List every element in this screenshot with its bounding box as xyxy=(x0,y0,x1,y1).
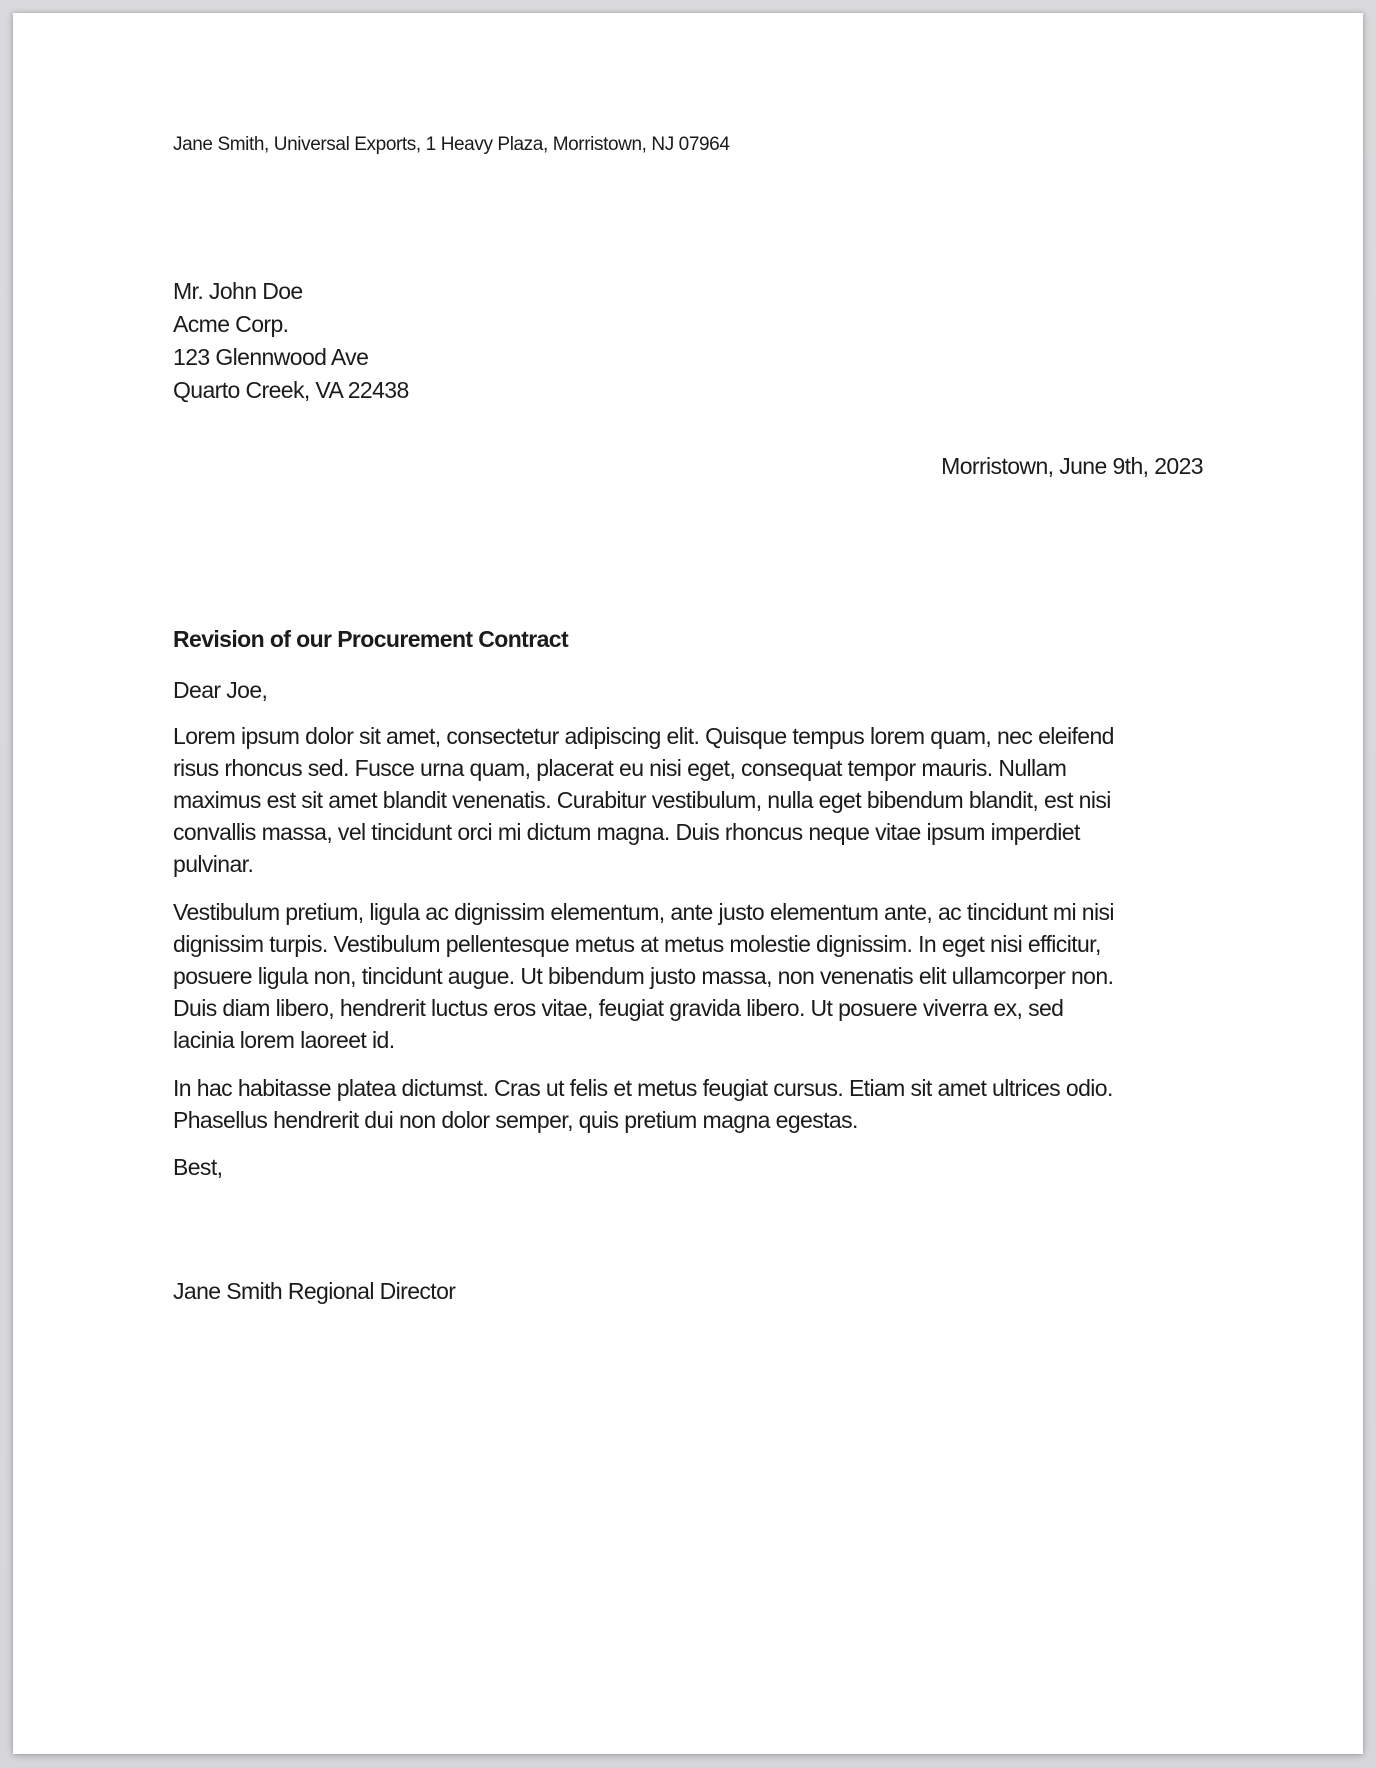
text-line: Mr. John Doe xyxy=(173,278,303,304)
text-line: dignissim turpis. Vestibulum pellentesque metus at metus molestie dignissim. In eget nisi efficitur, xyxy=(173,931,1101,957)
body-paragraph xyxy=(173,720,1203,880)
text-line: 123 Glennwood Ave xyxy=(173,344,369,370)
text-line: Acme Corp. xyxy=(173,311,289,337)
text-line: maximus est sit amet blandit venenatis. Curabitur vestibulum, nulla eget bibendum blandit, est nisi xyxy=(173,787,1111,813)
body-paragraph xyxy=(173,1072,1203,1136)
letter-body xyxy=(173,720,1203,1152)
text-line: Quarto Creek, VA 22438 xyxy=(173,377,409,403)
place-and-date-line: Morristown, June 9th, 2023 xyxy=(941,453,1203,479)
text-line: convallis massa, vel tincidunt orci mi dictum magna. Duis rhoncus neque vitae ipsum imperdiet xyxy=(173,819,1080,845)
text-line: Duis diam libero, hendrerit luctus eros vitae, feugiat gravida libero. Ut posuere viverra ex, sed xyxy=(173,995,1064,1021)
text-line: Lorem ipsum dolor sit amet, consectetur adipiscing elit. Quisque tempus lorem quam, nec eleifend xyxy=(173,723,1114,749)
sender-return-address: Jane Smith, Universal Exports, 1 Heavy Plaza, Morristown, NJ 07964 xyxy=(173,134,730,155)
letter-page xyxy=(13,13,1363,1754)
text-line: posuere ligula non, tincidunt augue. Ut bibendum justo massa, non venenatis elit ullamcorper non. xyxy=(173,963,1114,989)
text-line: Vestibulum pretium, ligula ac dignissim elementum, ante justo elementum ante, ac tincidunt mi nisi xyxy=(173,899,1114,925)
subject-line: Revision of our Procurement Contract xyxy=(173,626,569,652)
salutation: Dear Joe, xyxy=(173,677,268,703)
recipient-address-block xyxy=(173,275,1203,407)
text-line: lacinia lorem laoreet id. xyxy=(173,1027,395,1053)
text-line: In hac habitasse platea dictumst. Cras ut felis et metus feugiat cursus. Etiam sit amet ultrices odio. xyxy=(173,1075,1113,1101)
text-line: Phasellus hendrerit dui non dolor semper, quis pretium magna egestas. xyxy=(173,1107,858,1133)
text-line: pulvinar. xyxy=(173,851,254,877)
text-line: risus rhoncus sed. Fusce urna quam, placerat eu nisi eget, consequat tempor mauris. Nullam xyxy=(173,755,1067,781)
body-paragraph xyxy=(173,896,1203,1056)
closing-line: Best, xyxy=(173,1154,223,1180)
signature-name-title: Jane Smith Regional Director xyxy=(173,1278,456,1304)
